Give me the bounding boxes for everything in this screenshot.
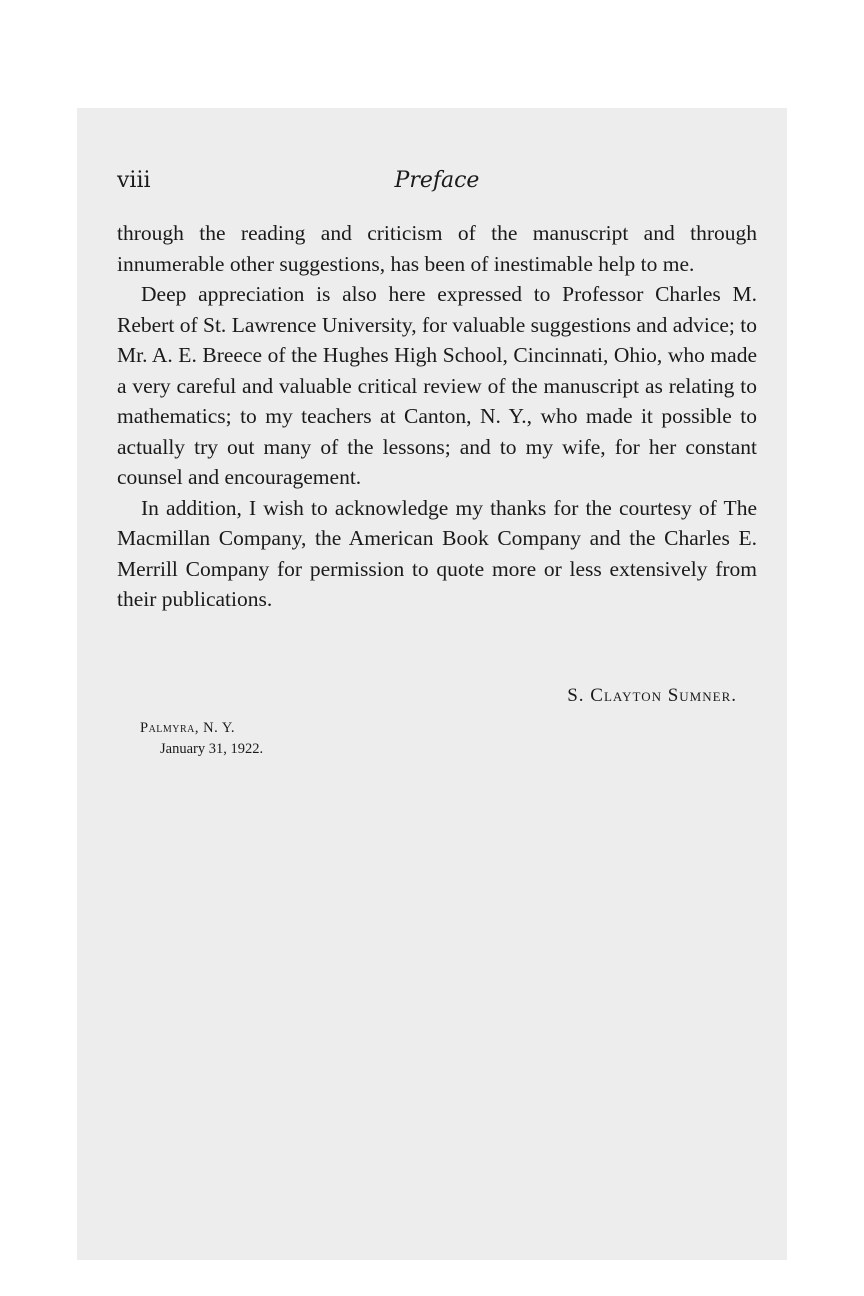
book-page bbox=[77, 108, 787, 1260]
page-number: viii bbox=[117, 168, 151, 193]
running-head bbox=[117, 168, 757, 198]
running-title: Preface bbox=[394, 168, 480, 193]
paragraph-appreciation: Deep appreciation is also here expressed to Professor Charles M. Rebert of St. Lawrence University, for valuable suggestions and advice; to Mr. A. E. Breece of the Hughes High School, Cincinnati, Ohio, who made a very careful and valuable critical review of the manuscript as relating to mathematics; to my teachers at Canton, N. Y., who made it possible to actually try out many of the lessons; and to my wife, for her constant counsel and encouragement. bbox=[117, 282, 757, 489]
dateline bbox=[140, 718, 263, 760]
dateline-place: Palmyra, N. Y. bbox=[140, 720, 236, 736]
author-signature: S. Clayton Sumner. bbox=[567, 685, 737, 706]
paragraph-continued: through the reading and criticism of the manuscript and through innumerable other suggestions, has been of inestimable help to me. bbox=[117, 221, 757, 276]
paragraph-acknowledgement: In addition, I wish to acknowledge my thanks for the courtesy of The Macmillan Company, the American Book Company and the Charles E. Merrill Company for permission to quote more or less extensively from their publications. bbox=[117, 495, 757, 611]
dateline-date: January 31, 1922. bbox=[160, 741, 264, 757]
preface-body bbox=[117, 218, 757, 615]
